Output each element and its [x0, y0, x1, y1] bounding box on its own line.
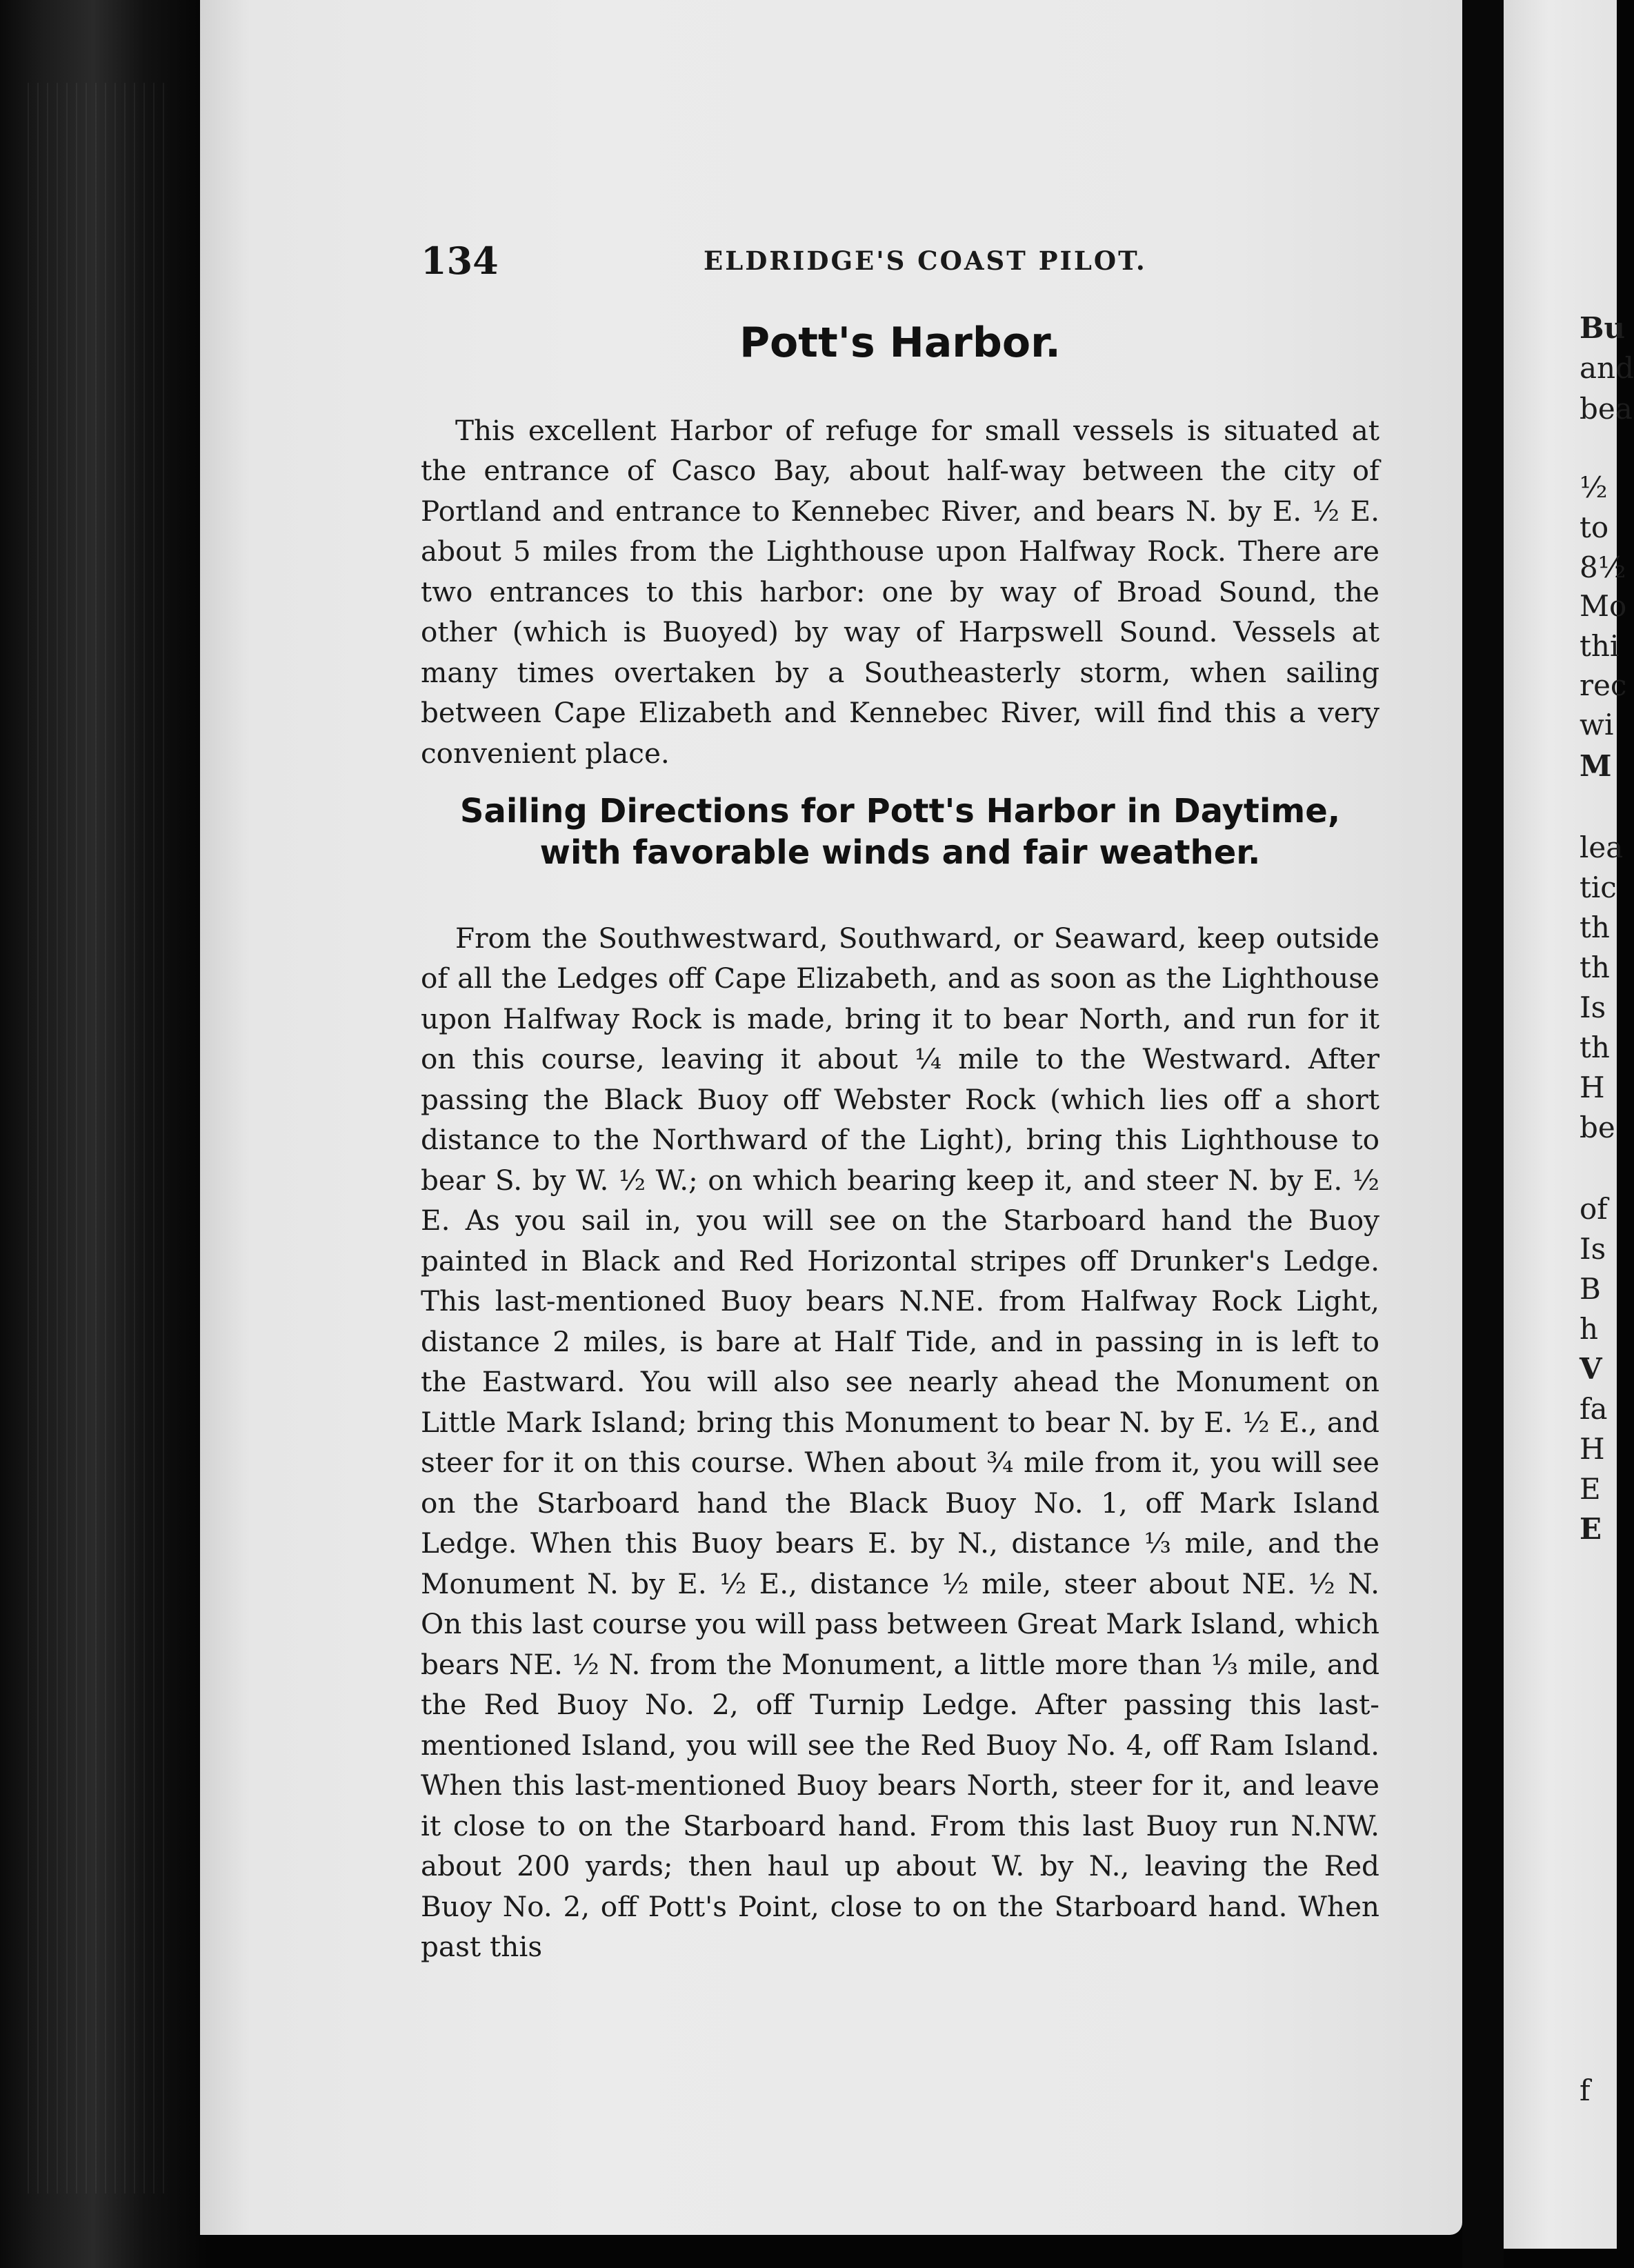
directions-paragraph: From the Southwestward, Southward, or Seaward, keep outside of all the Ledges off Cape Elizabeth, and as soon as the Lighthouse upon Halfway Rock is made, bring it to bear North, and run for it on this course, leaving it about ¼ mile to the Westward. After passing the Black Buoy off Webster Rock (which lies off a short distance to the Northward of the Light), bring this Lighthouse to bear S. by W. ½ W.; on which bearing keep it, and steer N. by E. ½ E. As you sail in, you will see on the Starboard hand the Buoy painted in Black and Red Horizontal stripes off Drunker's Ledge. This last-mentioned Buoy bears N.NE. from Halfway Rock Light, distance 2 miles, is bare at Half Tide, and in passing in is left to the Eastward. You will also see nearly ahead the Monument on Little Mark Island; bring this Monument to bear N. by E. ½ E., and steer for it on this course. When about ¾ mile from it, you will see on the Starboard hand the Black Buoy No. 1, off Mark Island Ledge. When this Buoy bears E. by N., distance ⅓ mile, and the Monument N. by E. ½ E., distance ½ mile, steer about NE. ½ N. On this last course you will pass between Great Mark Island, which bears NE. ½ N. from the Monument, a little more than ⅓ mile, and the Red Buoy No. 2, off Turnip Ledge. After passing this last-mentioned Island, you will see the Red Buoy No. 4, off Ram Island. When this last-mentioned Buoy bears North, steer for it, and leave it close to on the Starboard hand. From this last Buoy run N.NW. about 200 yards; then haul up about W. by N., leaving the Red Buoy No. 2, off Pott's Point, close to on the Starboard hand. When past this [421, 921, 1379, 1963]
facing-page-fragment: Bu [1580, 311, 1626, 345]
section-title: Pott's Harbor. [739, 319, 1061, 367]
facing-page-fragment: B [1580, 1272, 1601, 1306]
facing-page-fragment: Mo [1580, 589, 1627, 623]
page-edges [28, 83, 172, 2194]
facing-page-fragment: H [1580, 1071, 1605, 1104]
facing-page [1504, 0, 1634, 2249]
facing-page-fragment: lea [1580, 830, 1624, 864]
page-gutter [1462, 0, 1504, 2268]
subsection-title-line-1: Sailing Directions for Pott's Harbor in Daytime, [459, 792, 1341, 830]
facing-page-fragment: E [1580, 1472, 1601, 1506]
facing-page-fragment: Is [1580, 1232, 1606, 1266]
facing-page-fragment: thi [1580, 629, 1620, 663]
facing-page-fragment: th [1580, 911, 1610, 944]
facing-page-fragment: bea [1580, 392, 1633, 426]
facing-page-fragment: Is [1580, 991, 1606, 1024]
facing-page-fragment: h [1580, 1312, 1599, 1346]
intro-paragraph: This excellent Harbor of refuge for small vessels is situated at the entrance of Casco Bay, about half-way between the city of Portland and entrance to Kennebec River, and bears N. by E. ½ E. about 5 miles from the Lighthouse upon Halfway Rock. There are two entrances to this harbor: one by way of Broad Sound, the other (which is Buoyed) by way of Harpswell Sound. Vessels at many times overtaken by a Southeasterly storm, when sailing between Cape Elizabeth and Kennebec River, will find this a very convenient place. [421, 413, 1379, 770]
subsection-title [421, 790, 1379, 873]
facing-page-fragment: V [1580, 1352, 1602, 1386]
facing-page-fragment: th [1580, 951, 1610, 984]
facing-page-fragment: fa [1580, 1392, 1608, 1426]
facing-page-fragment: rec [1580, 668, 1627, 702]
facing-page-fragment: be [1580, 1111, 1615, 1144]
facing-page-fragment: 8½ [1580, 550, 1626, 584]
running-head-title: ELDRIDGE'S COAST PILOT. [704, 246, 1147, 276]
facing-page-fragment: to [1580, 510, 1609, 544]
facing-page-fragment: of [1580, 1192, 1608, 1226]
page-number: 134 [421, 239, 499, 283]
facing-page-fragment: tic [1580, 871, 1617, 904]
facing-page-fragment: ½ [1580, 470, 1608, 504]
facing-page-fragment: M [1580, 749, 1612, 783]
subsection-title-line-2: with favorable winds and fair weather. [539, 833, 1261, 872]
facing-page-fragment: f [1580, 2073, 1591, 2107]
facing-page-fragment: th [1580, 1031, 1610, 1064]
facing-page-fragment: H [1580, 1432, 1605, 1466]
running-head [421, 239, 1373, 287]
book-spine [0, 0, 207, 2268]
facing-page-fragment: and [1580, 351, 1634, 385]
facing-page-fragment: wi [1580, 708, 1614, 742]
facing-page-fragment: E [1580, 1512, 1602, 1546]
